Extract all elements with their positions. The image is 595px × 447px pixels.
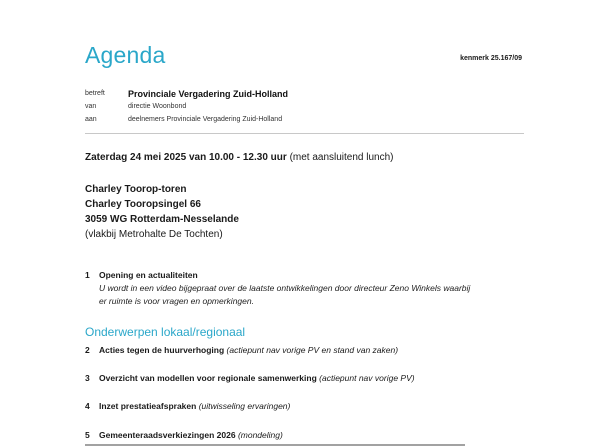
agenda-item-1 (85, 270, 530, 308)
meta-row-aan (85, 113, 288, 126)
agenda-item-2 (85, 345, 530, 355)
location-line: 3059 WG Rotterdam-Nesselande (85, 214, 239, 225)
meta-block (85, 87, 288, 126)
item-title: Inzet prestatieafspraken (99, 401, 197, 411)
meeting-date (85, 152, 394, 163)
item-title: Overzicht van modellen voor regionale samenwerking (99, 373, 317, 383)
item-title: Acties tegen de huurverhoging (99, 345, 225, 355)
meeting-date-note: (met aansluitend lunch) (289, 152, 394, 163)
meeting-location (85, 182, 239, 242)
item-description-line: U wordt in een video bijgepraat over de laatste ontwikkelingen door directeur Zeno Winkels waarbij (99, 283, 471, 293)
meeting-date-time: Zaterdag 24 mei 2025 van 10.00 - 12.30 uur (85, 152, 287, 163)
item-note: (mondeling) (237, 430, 283, 440)
meta-value: deelnemers Provinciale Vergadering Zuid-Holland (128, 116, 283, 123)
item-number: 1 (85, 270, 90, 280)
item-description-line: er ruimte is voor vragen en opmerkingen. (99, 296, 254, 306)
reference-number: kenmerk 25.167/09 (460, 55, 522, 62)
meta-key: van (85, 103, 97, 110)
meta-row-betreft (85, 87, 288, 100)
divider (85, 133, 524, 134)
item-note: (actiepunt nav vorige PV) (319, 373, 415, 383)
item-note: (uitwisseling ervaringen) (198, 401, 291, 411)
location-note: (vlakbij Metrohalte De Tochten) (85, 229, 223, 240)
agenda-item-3 (85, 373, 530, 383)
item-note: (actiepunt nav vorige PV en stand van zaken) (226, 345, 399, 355)
agenda-item-4 (85, 401, 530, 411)
page-title: Agenda (85, 42, 166, 68)
meta-row-van (85, 100, 288, 113)
item-title: Opening en actualiteiten (99, 270, 198, 280)
item-number: 2 (85, 345, 90, 355)
meta-value: Provinciale Vergadering Zuid-Holland (128, 88, 289, 99)
location-line: Charley Toorop-toren (85, 184, 187, 195)
meta-key: aan (85, 116, 97, 123)
item-number: 3 (85, 373, 90, 383)
item-title: Gemeenteraadsverkiezingen 2026 (99, 430, 236, 440)
truncated-text-line (85, 441, 465, 447)
item-number: 5 (85, 430, 90, 440)
item-number: 4 (85, 401, 90, 411)
meta-value: directie Woonbond (128, 103, 187, 110)
section-heading: Onderwerpen lokaal/regionaal (85, 325, 246, 339)
agenda-item-5 (85, 430, 530, 440)
meta-key: betreft (85, 90, 105, 97)
item-description (99, 282, 530, 308)
location-line: Charley Tooropsingel 66 (85, 199, 201, 210)
